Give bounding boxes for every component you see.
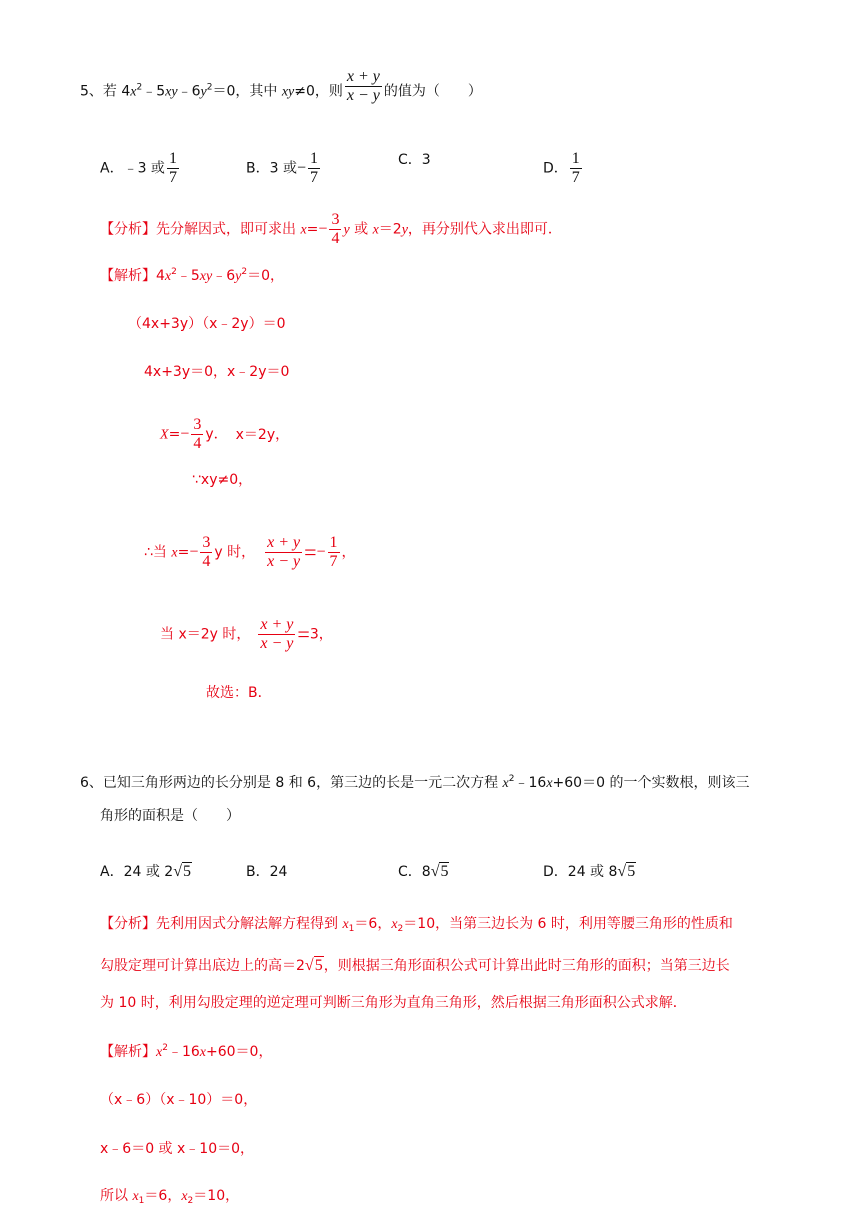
q6-option-d[interactable]: D．24 或 8√5 (543, 863, 636, 880)
analysis-tag: 【分析】 (100, 916, 156, 932)
q6-analysis-line-1: 【分析】先利用因式分解法解方程得到 $x_1=6$，$x_2=10$，当第三边长为 6 时，利用等腰三角形的性质和 (100, 916, 733, 934)
solution-tag: 【解析】 (100, 268, 156, 284)
q6-option-a[interactable]: A．24 或 2√5 (100, 863, 191, 880)
q5-stem: 5、若 $4x^2﹣5xy﹣6y^2=0$，其中 xy≠0，则 $\frac{x + y}{x - y}$ 的值为（ ） (80, 68, 482, 104)
solution-tag: 【解析】 (100, 1044, 156, 1060)
q5-solution-line-1: 【解析】$4x^2﹣5xy﹣6y^2=0$， (100, 267, 285, 284)
q6-number: 6、 (80, 775, 103, 791)
q5-option-d[interactable]: D． $\frac{1}{7}$ (543, 150, 580, 186)
q6-stem-line-2: 角形的面积是（ ） (100, 808, 240, 824)
q5-solution-line-4: X=− $\frac{3}{4}$ y． x＝2y， (160, 416, 290, 452)
q6-stem-line-1: 6、已知三角形两边的长分别是 8 和 6，第三边的长是一元二次方程 $x^2﹣16x+60=0$ 的一个实数根，则该三 (80, 774, 750, 791)
q5-analysis: 【分析】先分解因式，即可求出 x=− $\frac{3}{4}$ y 或 x＝2y，再分别代入求出即可． (100, 211, 562, 247)
q5-fraction: $\frac{x + y}{x - y}$ (346, 68, 380, 104)
q6-solution-line-4: 所以 $x_1=6$，$x_2=10$， (100, 1188, 240, 1206)
q5-option-c[interactable]: C．3 (398, 152, 431, 168)
q6-solution-line-1: 【解析】$x^2﹣16x+60=0$， (100, 1043, 273, 1060)
q5-solution-line-8: 故选：B． (206, 685, 272, 701)
q5-solution-line-5: ∵xy≠0， (192, 472, 253, 488)
analysis-tag: 【分析】 (100, 221, 156, 238)
q6-option-b[interactable]: B．24 (246, 864, 288, 880)
q6-solution-line-2: （x﹣6）（x﹣10）＝0， (100, 1092, 258, 1108)
q5-number: 5、 (80, 83, 103, 100)
q6-option-c[interactable]: C．8√5 (398, 863, 449, 880)
q6-analysis-line-2: 勾股定理可计算出底边上的高＝2√5，则根据三角形面积公式可计算出此时三角形的面积；当第三边长 (100, 957, 730, 974)
q5-solution-line-7: 当 x＝2y 时， $\frac{x + y}{x - y}$ =3， (160, 616, 333, 652)
q5-solution-line-6: ∴当 x=− $\frac{3}{4}$ y 时， $\frac{x + y}{x - y}$ =− $\frac{1}{7}$ ， (144, 534, 356, 570)
q6-solution-line-3: x﹣6＝0 或 x﹣10＝0， (100, 1141, 255, 1157)
q5-option-b[interactable]: B．3 或− $\frac{1}{7}$ (246, 150, 318, 186)
q5-solution-line-3: 4x+3y＝0，x﹣2y＝0 (144, 364, 290, 380)
q5-solution-line-2: （4x+3y）（x﹣2y）＝0 (128, 316, 286, 332)
q6-analysis-line-3: 为 10 时，利用勾股定理的逆定理可判断三角形为直角三角形，然后根据三角形面积公式求解． (100, 995, 687, 1011)
q5-option-a[interactable]: A．﹣3 或 $\frac{1}{7}$ (100, 150, 177, 186)
